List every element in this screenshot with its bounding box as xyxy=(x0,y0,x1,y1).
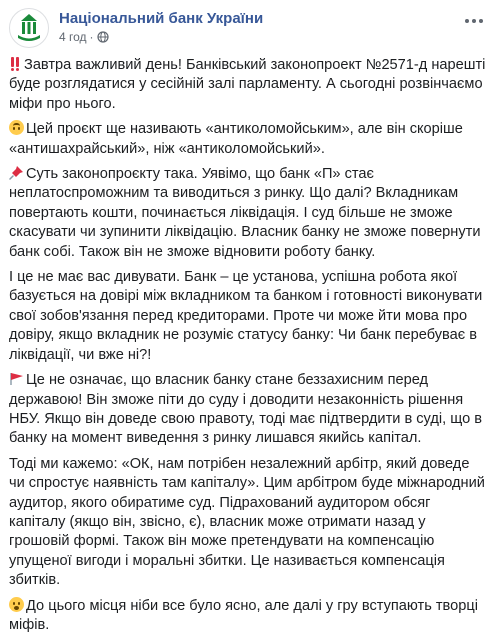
paragraph-4: І це не має вас дивувати. Банк – це установа, успішна робота якої базується на довірі між вкладником та банком і готовності виконувати свої зобов'язання перед кредиторами. Проте чи може йти мова про довіру, якщо вкладник не розуміє статусу банку: Чи банк перебуває в ліквідації, чи вже ні?! xyxy=(9,269,483,363)
meta-separator: · xyxy=(89,30,94,44)
nbu-logo-icon xyxy=(10,9,48,47)
pushpin-icon xyxy=(9,165,24,180)
page-name-link[interactable]: Національний банк України xyxy=(59,10,264,27)
paragraph-1: Завтра важливий день! Банківський законопроект №2571-д нарешті буде розглядатися у сесійній залі парламенту. А сьогодні розвінчаємо міфи про нього. xyxy=(9,57,486,112)
post-header xyxy=(9,8,487,52)
paragraph-7: До цього місця ніби все було ясно, але далі у гру вступають творці міфів. xyxy=(9,597,478,633)
post-time-link[interactable]: 4 год xyxy=(59,30,87,44)
upside-down-face-icon xyxy=(9,120,24,135)
post-text xyxy=(9,56,487,641)
triangular-flag-icon xyxy=(9,371,24,386)
hushed-face-icon xyxy=(9,597,24,612)
paragraph-5: Це не означає, що власник банку стане беззахисним перед державою! Він зможе піти до суду і доводити незаконність рішення НБУ. Якщо він доведе свою правоту, тоді має підтвердити в суді, що в банку на момент виведення з ринку лишався якийсь капітал. xyxy=(9,372,483,447)
paragraph-2: Цей проєкт ще називають «антиколомойським», але він скоріше «антишахрайський», ніж «антиколомойський». xyxy=(9,121,463,157)
paragraph-6: Тоді ми кажемо: «ОК, нам потрібен незалежний арбітр, який доведе чи спростує наявність там капіталу». Цим арбітром буде міжнародний аудитор, якого обиратиме суд. Підрахований аудитором обсяг капіталу (якщо він, звісно, є), власник може отримати назад у грошовій формі. Також він може претендувати на компенсацію упущеної вигоди і моральні збитки. Це називається компенсація збитків. xyxy=(9,455,485,589)
double-exclamation-icon xyxy=(9,56,22,71)
globe-icon[interactable] xyxy=(97,31,109,43)
page-avatar[interactable] xyxy=(9,8,49,48)
paragraph-3: Суть законопроєкту така. Уявімо, що банк «П» стає неплатоспроможним та виводиться з ринку. Що далі? Вкладникам повертають кошти, починається ліквідація. І суд більше не зможе скасувати чи зупинити ліквідацію. Власник банку не зможе повернути банк собі. Також він не зможе відновити роботу банку. xyxy=(9,166,481,260)
post-meta xyxy=(59,30,109,44)
more-options-icon[interactable] xyxy=(463,10,485,24)
